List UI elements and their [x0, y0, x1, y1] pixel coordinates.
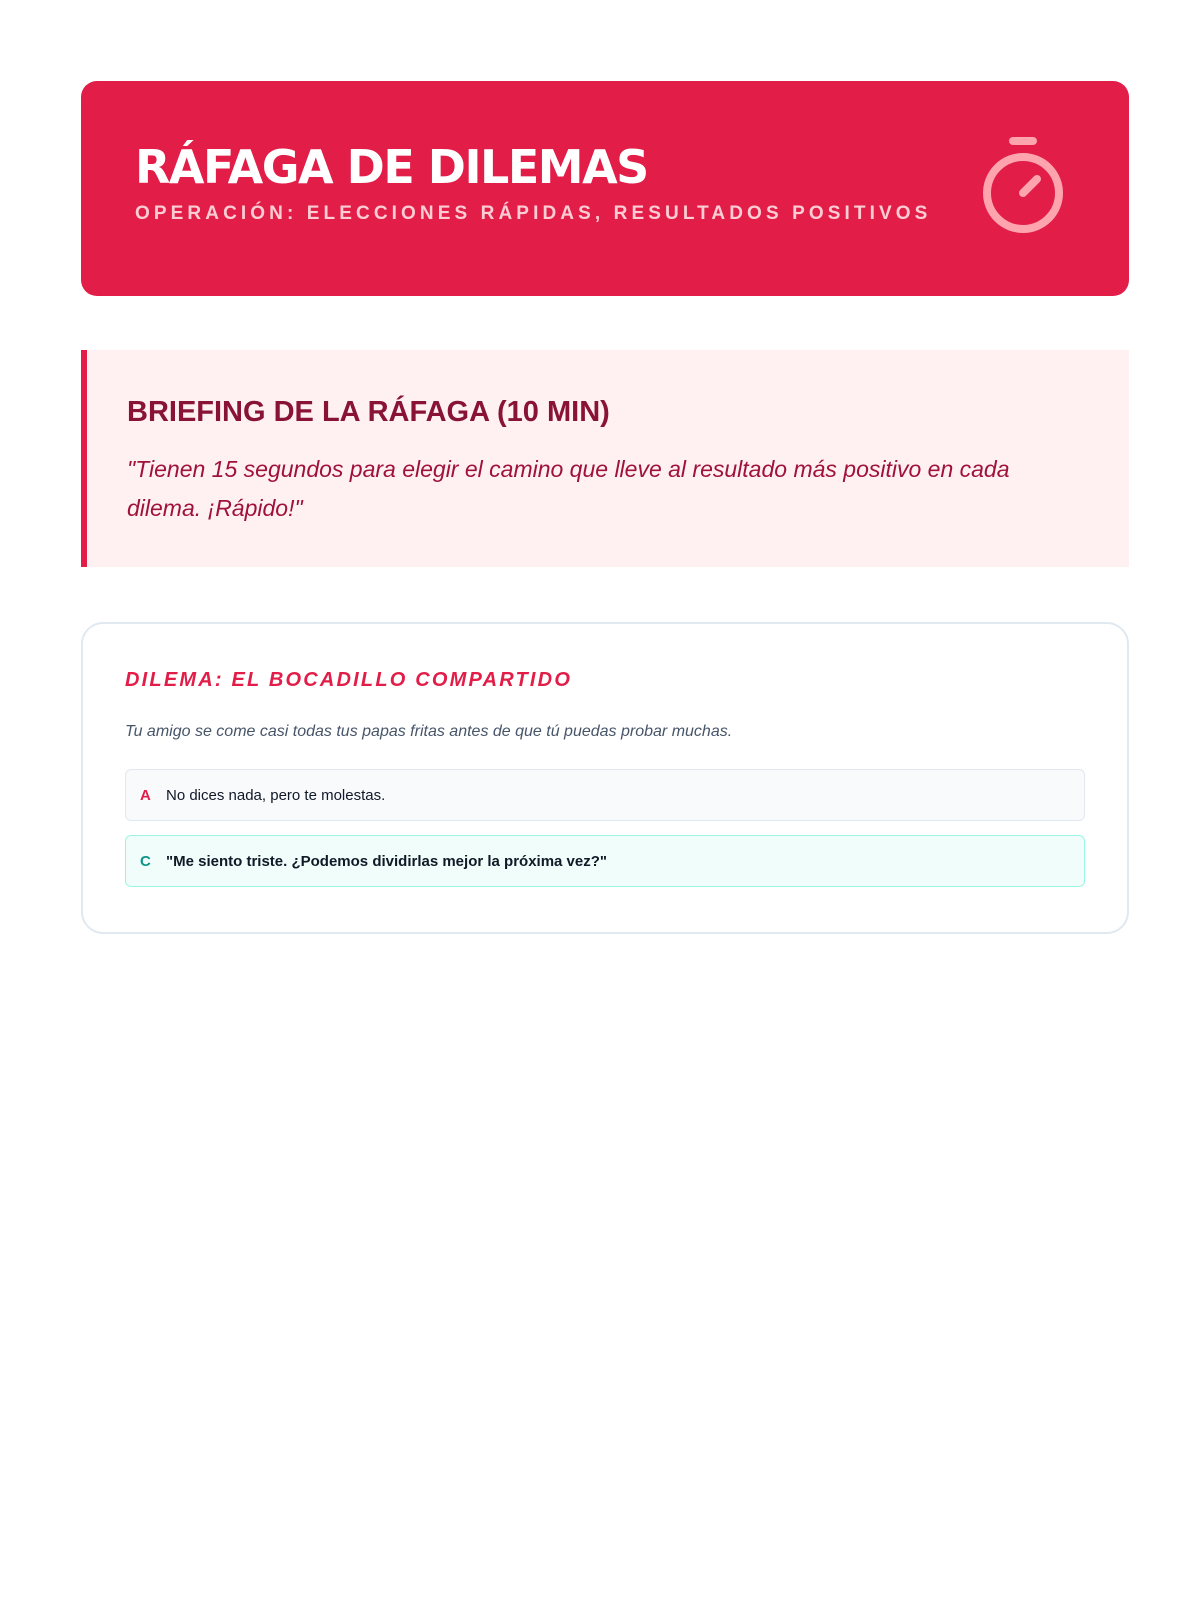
briefing-quote: "Tienen 15 segundos para elegir el camino que lleve al resultado más positivo en cada dilema. ¡Rápido!": [127, 456, 1010, 521]
option-letter: A: [140, 786, 151, 804]
header-banner: [81, 81, 1129, 296]
page-title: RÁFAGA DE DILEMAS: [135, 140, 648, 194]
briefing-title: BRIEFING DE LA RÁFAGA (10 MIN): [127, 396, 610, 428]
stopwatch-icon: [981, 137, 1065, 237]
briefing-panel: [81, 350, 1129, 567]
option-letter: C: [140, 852, 151, 870]
page: [81, 81, 1129, 934]
option-text: No dices nada, pero te molestas.: [166, 786, 386, 804]
dilemma-card: [81, 622, 1129, 934]
option-a[interactable]: [125, 769, 1085, 821]
dilemma-title: DILEMA: EL BOCADILLO COMPARTIDO: [125, 669, 573, 691]
option-text: "Me siento triste. ¿Podemos dividirlas mejor la próxima vez?": [166, 852, 608, 870]
dilemma-scenario: Tu amigo se come casi todas tus papas fritas antes de que tú puedas probar muchas.: [125, 723, 733, 740]
option-c[interactable]: [125, 835, 1085, 887]
page-subtitle: OPERACIÓN: ELECCIONES RÁPIDAS, RESULTADOS POSITIVOS: [135, 203, 932, 224]
